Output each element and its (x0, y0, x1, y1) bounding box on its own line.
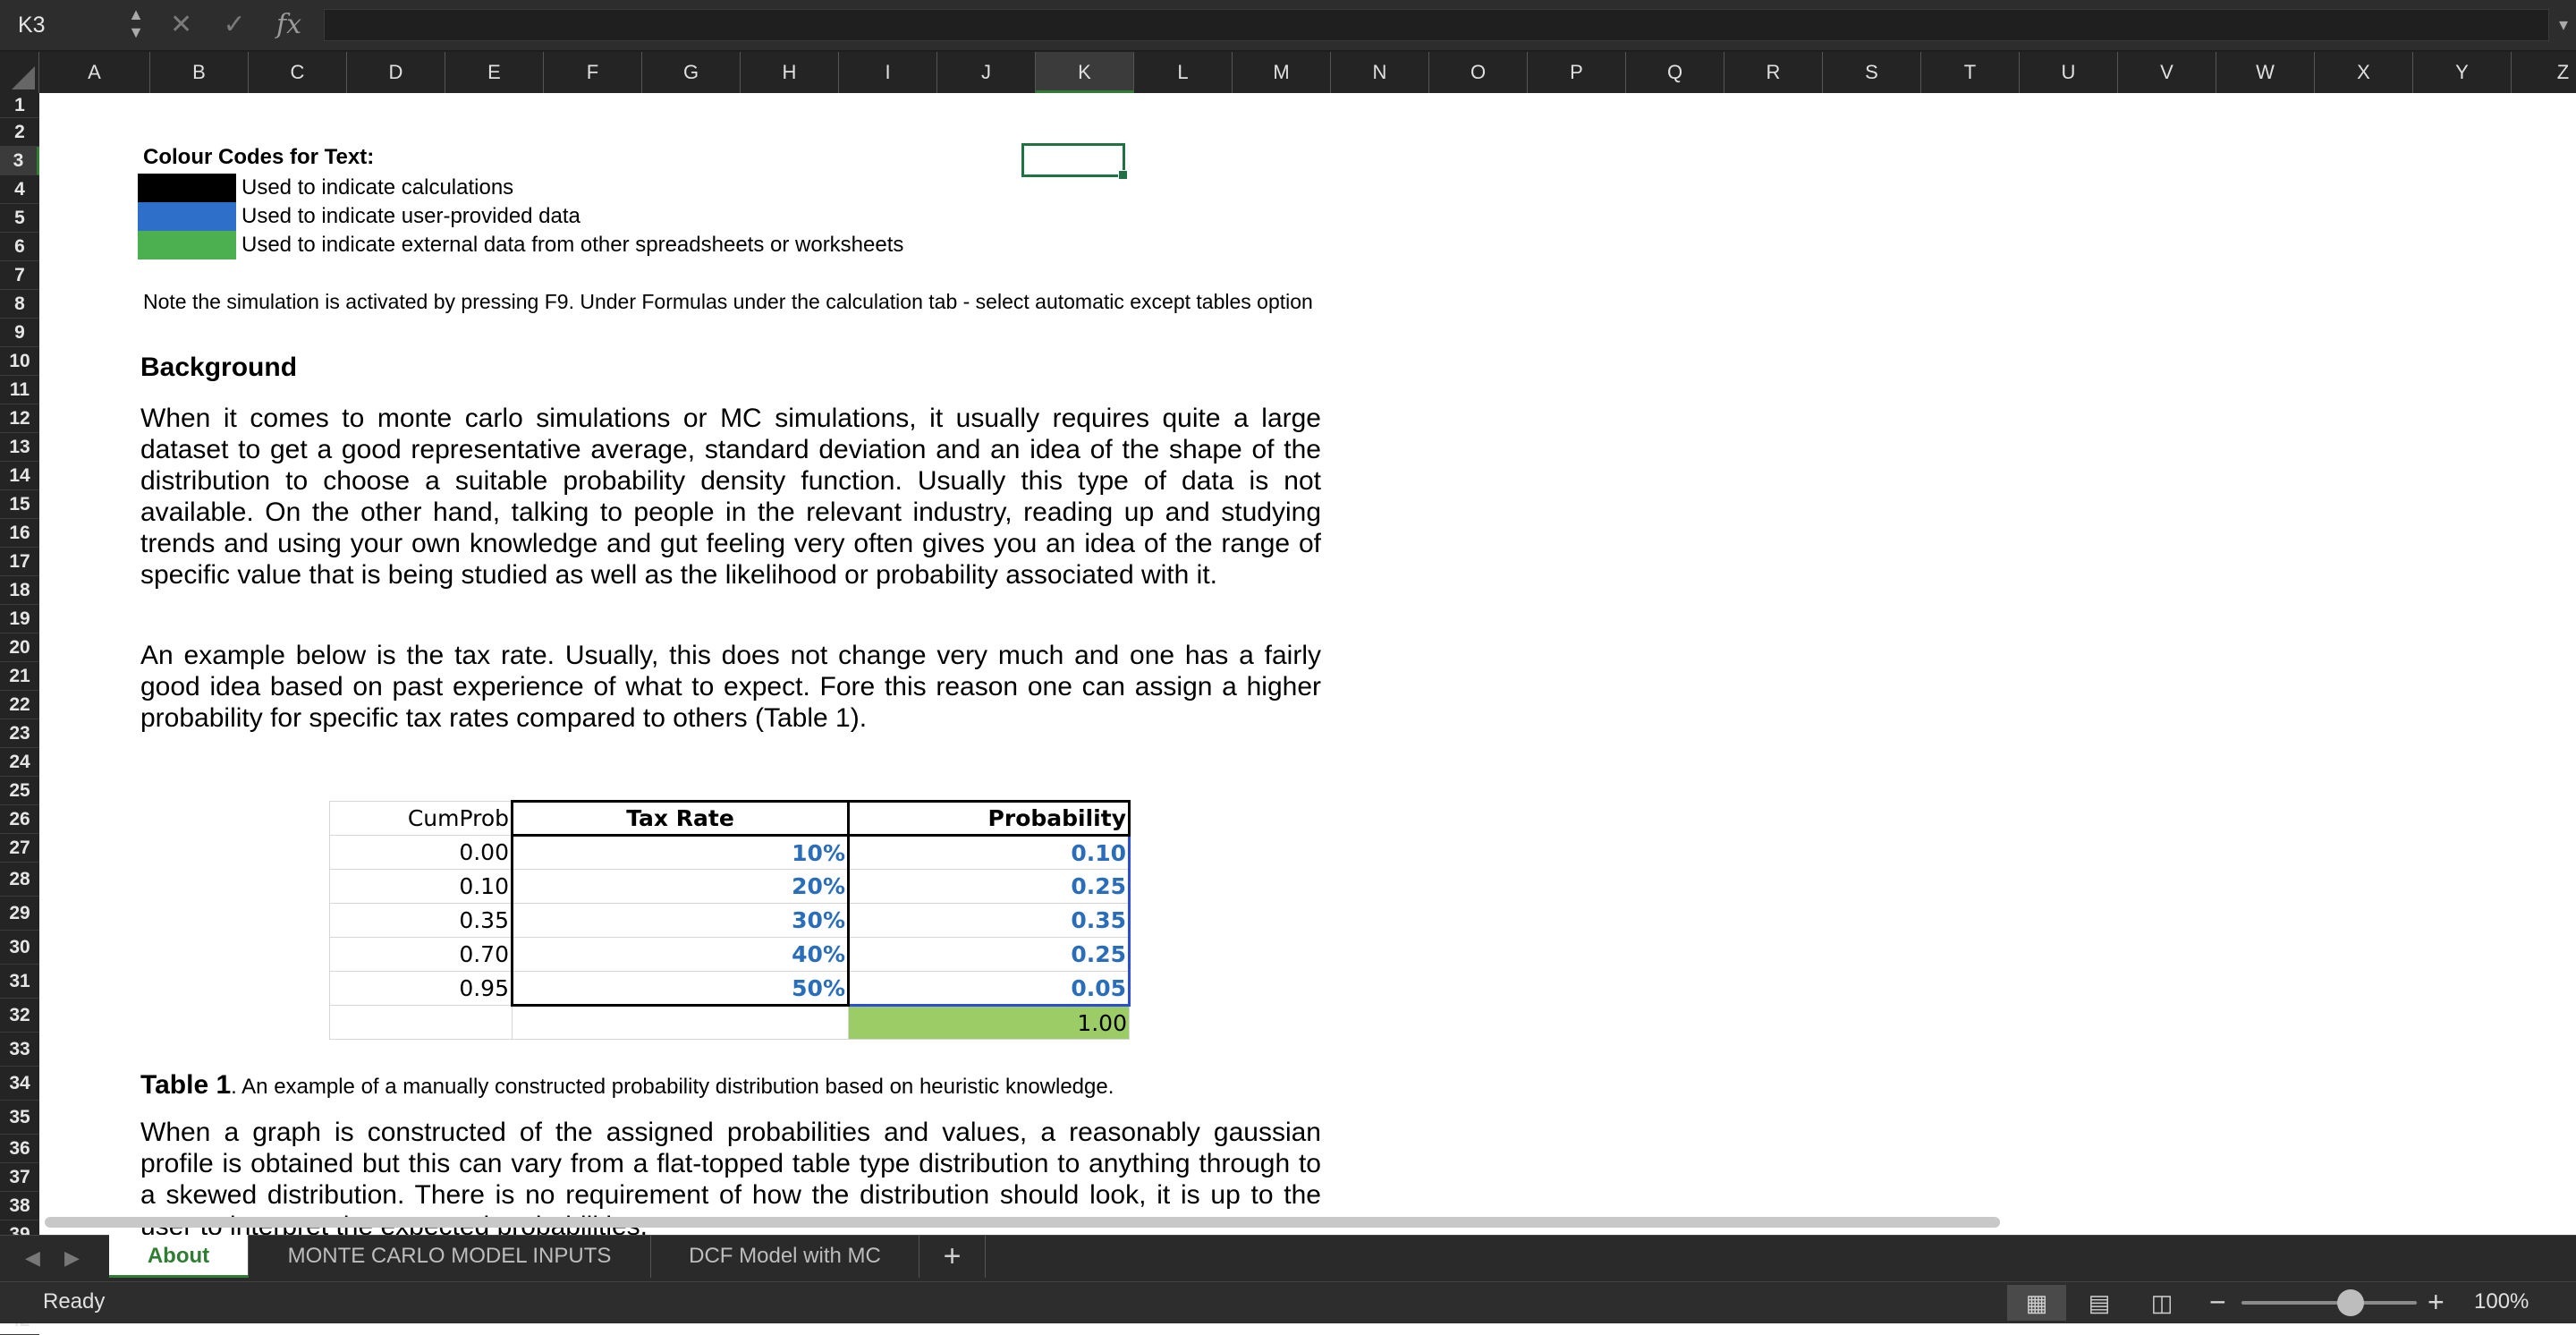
tax-rate-cell[interactable]: 30% (513, 904, 849, 938)
table-row (330, 904, 1130, 938)
row-header-37[interactable]: 37 (0, 1163, 39, 1192)
probability-header: Probability (849, 802, 1130, 836)
row-header-10[interactable]: 10 (0, 347, 39, 376)
probability-cell[interactable]: 0.25 (849, 938, 1130, 972)
table-row (330, 972, 1130, 1006)
cumprob-cell[interactable]: 0.95 (330, 972, 513, 1006)
table-row (330, 870, 1130, 904)
column-header-k[interactable]: K (1036, 52, 1134, 93)
tax-rate-cell[interactable]: 10% (513, 836, 849, 870)
column-header-n[interactable]: N (1331, 52, 1429, 93)
column-header-p[interactable]: P (1528, 52, 1626, 93)
row-header-13[interactable]: 13 (0, 433, 39, 462)
cancel-icon[interactable]: ✕ (170, 10, 193, 39)
tab-scroll-left-icon[interactable]: ◀ (25, 1246, 40, 1269)
column-header-g[interactable]: G (642, 52, 741, 93)
column-header-m[interactable]: M (1233, 52, 1331, 93)
row-header-36[interactable]: 36 (0, 1135, 39, 1163)
column-header-z[interactable]: Z (2512, 52, 2576, 93)
row-header-34[interactable]: 34 (0, 1067, 39, 1101)
row-header-3[interactable]: 3 (0, 147, 39, 175)
colour-codes-title: Colour Codes for Text: (143, 145, 375, 169)
row-header-29[interactable]: 29 (0, 897, 39, 931)
row-header-2[interactable]: 2 (0, 118, 39, 147)
row-header-31[interactable]: 31 (0, 965, 39, 999)
table-total-row (330, 1006, 1130, 1040)
select-all-corner[interactable] (0, 52, 39, 93)
row-header-17[interactable]: 17 (0, 548, 39, 576)
add-sheet-button[interactable]: + (919, 1235, 986, 1278)
zoom-level[interactable]: 100% (2474, 1289, 2529, 1314)
zoom-in-button[interactable]: + (2428, 1286, 2445, 1318)
color-swatch-black (138, 174, 236, 202)
cumprob-cell[interactable]: 0.35 (330, 904, 513, 938)
column-header-x[interactable]: X (2315, 52, 2413, 93)
column-header-w[interactable]: W (2216, 52, 2315, 93)
probability-cell[interactable]: 0.25 (849, 870, 1130, 904)
table-caption (140, 1070, 1114, 1101)
row-header-33[interactable]: 33 (0, 1033, 39, 1067)
color-swatch-green (138, 231, 236, 259)
empty-cell (513, 1006, 849, 1040)
row-header-18[interactable]: 18 (0, 576, 39, 605)
tab-dcf-model-with-mc[interactable]: DCF Model with MC (651, 1235, 919, 1278)
page-layout-view-icon[interactable]: ▤ (2088, 1289, 2111, 1316)
tab-monte-carlo-model-inputs[interactable]: MONTE CARLO MODEL INPUTS (249, 1235, 651, 1278)
row-header-8[interactable]: 8 (0, 290, 39, 319)
row-header-25[interactable]: 25 (0, 777, 39, 805)
down-arrow-icon[interactable]: ▼ (128, 23, 144, 41)
column-header-b[interactable]: B (150, 52, 249, 93)
colour-code-label: Used to indicate user-provided data (242, 204, 580, 228)
column-header-o[interactable]: O (1429, 52, 1528, 93)
row-header-23[interactable]: 23 (0, 719, 39, 748)
probability-cell[interactable]: 0.35 (849, 904, 1130, 938)
column-header-i[interactable]: I (839, 52, 937, 93)
cumprob-cell[interactable]: 0.00 (330, 836, 513, 870)
background-heading: Background (140, 353, 298, 382)
column-header-u[interactable]: U (2020, 52, 2118, 93)
table-row (330, 938, 1130, 972)
column-header-d[interactable]: D (347, 52, 445, 93)
row-header-32[interactable]: 32 (0, 999, 39, 1033)
name-box[interactable]: K3 (0, 0, 152, 50)
table-header-row (330, 802, 1130, 836)
row-header-1[interactable]: 1 (0, 93, 39, 118)
row-header-11[interactable]: 11 (0, 376, 39, 404)
page-break-preview-icon[interactable]: ◫ (2150, 1289, 2174, 1316)
column-header-t[interactable]: T (1921, 52, 2020, 93)
tax-rate-cell[interactable]: 40% (513, 938, 849, 972)
probability-total: 1.00 (849, 1006, 1130, 1040)
row-header-6[interactable]: 6 (0, 233, 39, 261)
column-header-r[interactable]: R (1724, 52, 1823, 93)
up-arrow-icon[interactable]: ▲ (128, 5, 144, 23)
column-header-s[interactable]: S (1823, 52, 1921, 93)
row-header-19[interactable]: 19 (0, 605, 39, 633)
zoom-out-button[interactable]: − (2209, 1286, 2226, 1318)
name-box-stepper[interactable] (127, 5, 145, 45)
worksheet-grid[interactable] (39, 93, 2576, 1235)
column-header-j[interactable]: J (937, 52, 1036, 93)
caption-text: . An example of a manually constructed probability distribution based on heuristic knowledge. (231, 1075, 1114, 1099)
tax-rate-table (329, 800, 1131, 1040)
tax-rate-cell[interactable]: 50% (513, 972, 849, 1006)
row-header-20[interactable]: 20 (0, 633, 39, 662)
row-header-16[interactable]: 16 (0, 519, 39, 548)
row-header-12[interactable]: 12 (0, 404, 39, 433)
normal-view-icon[interactable]: ▦ (2007, 1285, 2066, 1321)
row-header-14[interactable]: 14 (0, 462, 39, 490)
tab-about[interactable]: About (109, 1235, 249, 1278)
row-header-21[interactable]: 21 (0, 662, 39, 691)
colour-code-label: Used to indicate external data from other spreadsheets or worksheets (242, 233, 904, 257)
chevron-down-icon[interactable]: ▾ (2558, 15, 2569, 35)
formula-input[interactable] (324, 9, 2549, 41)
insert-function-icon[interactable]: fx (275, 9, 301, 40)
row-header-35[interactable]: 35 (0, 1101, 39, 1135)
row-header-5[interactable]: 5 (0, 204, 39, 233)
horizontal-scrollbar[interactable] (45, 1217, 2000, 1228)
selected-cell-k3[interactable] (1021, 143, 1125, 177)
row-header-27[interactable]: 27 (0, 834, 39, 863)
empty-cell (330, 1006, 513, 1040)
check-icon[interactable]: ✓ (223, 10, 246, 39)
cumprob-cell[interactable]: 0.70 (330, 938, 513, 972)
column-header-l[interactable]: L (1134, 52, 1233, 93)
simulation-note: Note the simulation is activated by pressing F9. Under Formulas under the calculation tab - select automatic except tables option (143, 290, 1313, 313)
column-header-y[interactable]: Y (2413, 52, 2512, 93)
tab-scroll-right-icon[interactable]: ▶ (64, 1246, 80, 1269)
status-text: Ready (43, 1289, 106, 1314)
probability-cell[interactable]: 0.05 (849, 972, 1130, 1006)
zoom-slider[interactable] (2241, 1301, 2417, 1305)
color-swatch-blue (138, 202, 236, 231)
row-header-38[interactable]: 38 (0, 1192, 39, 1220)
column-header-v[interactable]: V (2118, 52, 2216, 93)
column-header-h[interactable]: H (741, 52, 839, 93)
row-header-4[interactable]: 4 (0, 175, 39, 204)
caption-label: Table 1 (140, 1070, 232, 1100)
tax-rate-paragraph: An example below is the tax rate. Usually, this does not change very much and one has a fairly good idea based on past experience of what to expect. Fore this reason one can assign a higher probability for specific tax rates compared to others (Table 1). (140, 641, 1321, 733)
column-header-a[interactable]: A (39, 52, 150, 93)
tax-rate-cell[interactable]: 20% (513, 870, 849, 904)
column-header-c[interactable]: C (249, 52, 347, 93)
background-paragraph: When it comes to monte carlo simulations or MC simulations, it usually requires quite a large dataset to get a good representative average, standard deviation and an idea of the shape of the distribution to choose a suitable probability density function. Usually this type of data is not available. On the other hand, talking to people in the relevant industry, reading up and studying trends and using your own knowledge and gut feeling very often gives you an idea of the range of specific value that is being studied as well as the likelihood or probability associated with it. (140, 404, 1321, 590)
row-header-28[interactable]: 28 (0, 863, 39, 897)
probability-cell[interactable]: 0.10 (849, 836, 1130, 870)
row-header-22[interactable]: 22 (0, 691, 39, 719)
table-row (330, 836, 1130, 870)
cumprob-cell[interactable]: 0.10 (330, 870, 513, 904)
column-header-f[interactable]: F (544, 52, 642, 93)
tax-rate-header: Tax Rate (513, 802, 849, 836)
column-header-q[interactable]: Q (1626, 52, 1724, 93)
graph-paragraph: When a graph is constructed of the assigned probabilities and values, a reasonably gaussian profile is obtained but this can vary from a flat-topped table type distribution to anything through to a skewed distribution. There is no requirement of how the distribution should look, it is up to the (140, 1118, 1321, 1210)
row-header-9[interactable]: 9 (0, 319, 39, 347)
column-header-e[interactable]: E (445, 52, 544, 93)
row-header-7[interactable]: 7 (0, 261, 39, 290)
row-header-30[interactable]: 30 (0, 931, 39, 965)
cumprob-header: CumProb (330, 802, 513, 836)
row-header-24[interactable]: 24 (0, 748, 39, 777)
row-header-15[interactable]: 15 (0, 490, 39, 519)
colour-code-label: Used to indicate calculations (242, 175, 514, 200)
row-header-26[interactable]: 26 (0, 805, 39, 834)
